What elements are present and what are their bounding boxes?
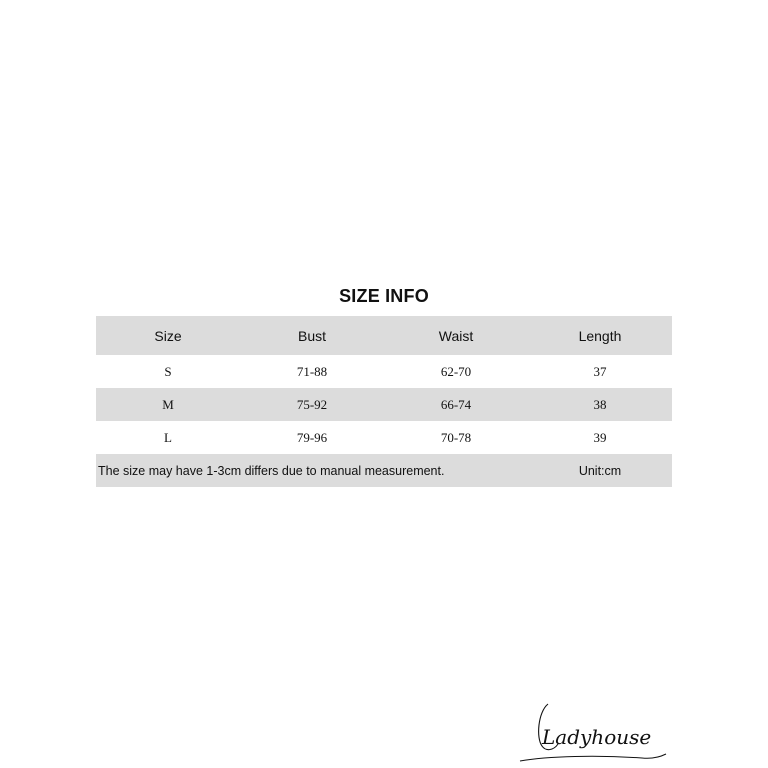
header-waist: Waist — [438, 327, 474, 344]
table-row — [96, 388, 672, 421]
cell-length: 39 — [593, 429, 607, 445]
table-header-row — [96, 316, 672, 355]
cell-bust: 79-96 — [296, 429, 328, 445]
header-length: Length — [578, 327, 622, 344]
logo-underline — [520, 754, 666, 761]
cell-size: S — [164, 363, 172, 379]
cell-bust: 71-88 — [296, 363, 328, 379]
logo-text: Ladyhouse — [542, 725, 652, 749]
table-row — [96, 355, 672, 388]
cell-waist: 70-78 — [440, 429, 472, 445]
cell-size: L — [164, 429, 172, 445]
cell-length: 38 — [593, 396, 607, 412]
size-table — [96, 316, 672, 487]
unit-label: Unit:cm — [578, 463, 622, 478]
measurement-note: The size may have 1-3cm differs due to manual measurement. — [98, 463, 445, 478]
cell-size: M — [162, 396, 174, 412]
cell-length: 37 — [593, 363, 607, 379]
header-size: Size — [154, 327, 182, 344]
table-row — [96, 421, 672, 454]
measurement-note-row — [96, 454, 672, 487]
size-info-title: SIZE INFO — [339, 286, 429, 306]
ladyhouse-logo — [518, 698, 668, 764]
cell-waist: 62-70 — [440, 363, 472, 379]
cell-waist: 66-74 — [440, 396, 472, 412]
header-bust: Bust — [297, 327, 326, 344]
cell-bust: 75-92 — [296, 396, 328, 412]
